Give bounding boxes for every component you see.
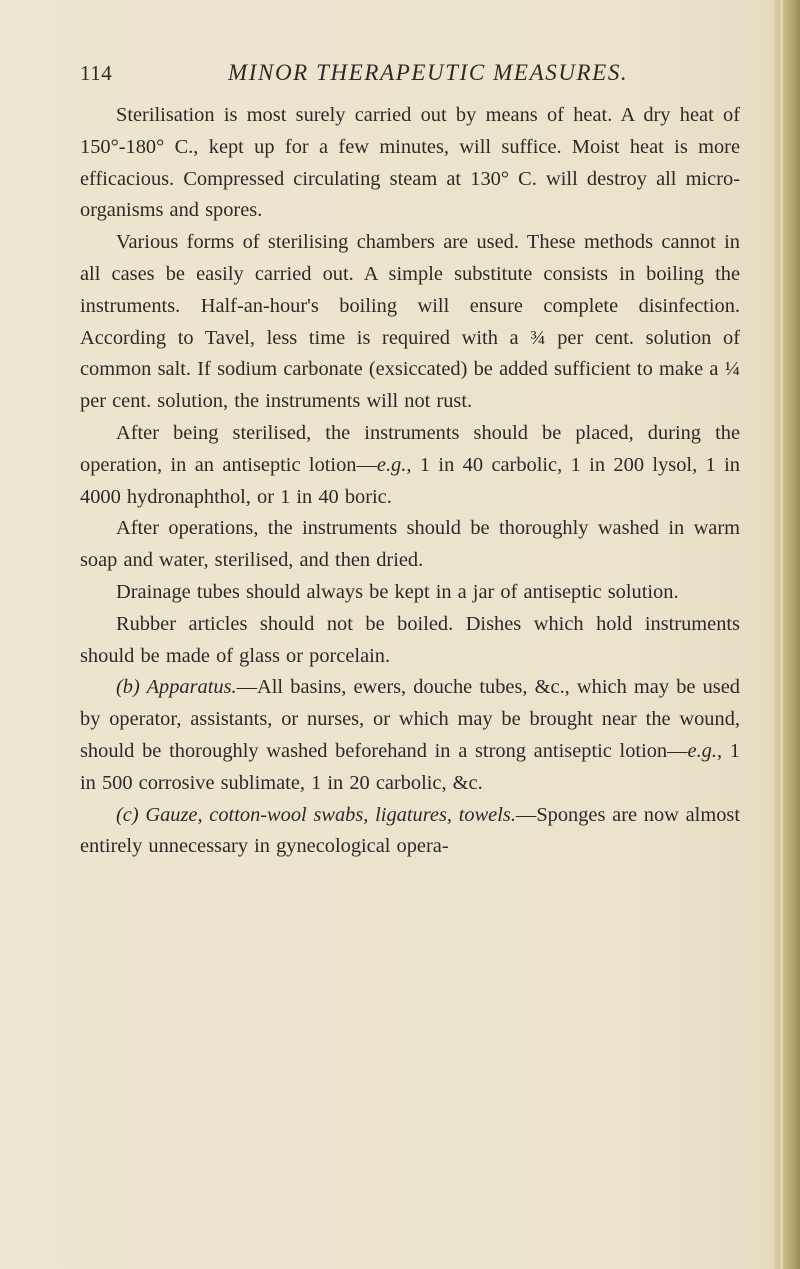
- paragraph-after-operations: After operations, the instruments should be thoroughly washed in warm soap and water, sterilised, and then dried.: [80, 517, 740, 572]
- paragraph-drainage-tubes: Drainage tubes should always be kept in a jar of antiseptic solution.: [116, 580, 679, 603]
- paragraph-text: —All basins, ewers, douche tubes, &c., which may be used by operator, assistants, or nurses, or which may be brought near the wound, should be thoroughly washed beforehand in a strong antiseptic lotion—: [80, 676, 740, 762]
- italic-text: e.g.: [687, 739, 717, 762]
- paragraph-text: After being sterilised, the instruments should be placed, during the operation, in an antiseptic lotion—: [80, 421, 740, 476]
- paragraph-apparatus: [80, 672, 740, 799]
- page-edge: [774, 0, 800, 1269]
- paragraph-text: , 1 in 500 corrosive sublimate, 1 in 20 carbolic, &c.: [80, 739, 741, 794]
- paragraph-text: —Sponges are now almost entirely unnecessary in gynecological opera-: [80, 803, 740, 858]
- running-head: MINOR THERAPEUTIC MEASURES.: [228, 60, 629, 85]
- paragraph-antiseptic-lotion: [80, 418, 740, 513]
- italic-text: e.g.: [376, 453, 407, 476]
- page-number: 114: [80, 61, 113, 85]
- paragraph-sterilising-chambers: Various forms of sterilising chambers are used. These methods cannot in all cases be easily carried out. A simple substitute consists in boiling the instruments. Half-an-hour's boiling will ensure complete disinfection. According to Tavel, less time is required with a ¾ per cent. solution of common salt. If sodium carbonate (exsiccated) be added sufficient to make a ¼ per cent. solution, the instruments will not rust.: [80, 231, 740, 413]
- paragraph-gauze: [80, 800, 740, 864]
- paragraph-rubber-articles: Rubber articles should not be boiled. Dishes which hold instruments should be made of glass or porcelain.: [80, 612, 740, 667]
- section-heading-gauze: (c) Gauze, cotton-wool swabs, ligatures, towels.: [116, 803, 516, 826]
- body-text: [80, 100, 740, 863]
- paragraph-sterilisation-heat: Sterilisation is most surely carried out by means of heat. A dry heat of 150°-180° C., kept up for a few minutes, will suffice. Moist heat is more efficacious. Compressed circulating steam at 130° C. will destroy all micro-organisms and spores.: [80, 104, 740, 222]
- page-header: [0, 58, 800, 98]
- section-heading-apparatus: (b) Apparatus.: [116, 676, 237, 699]
- paragraph-text: , 1 in 40 carbolic, 1 in 200 lysol, 1 in 4000 hydronaphthol, or 1 in 40 boric.: [80, 453, 740, 508]
